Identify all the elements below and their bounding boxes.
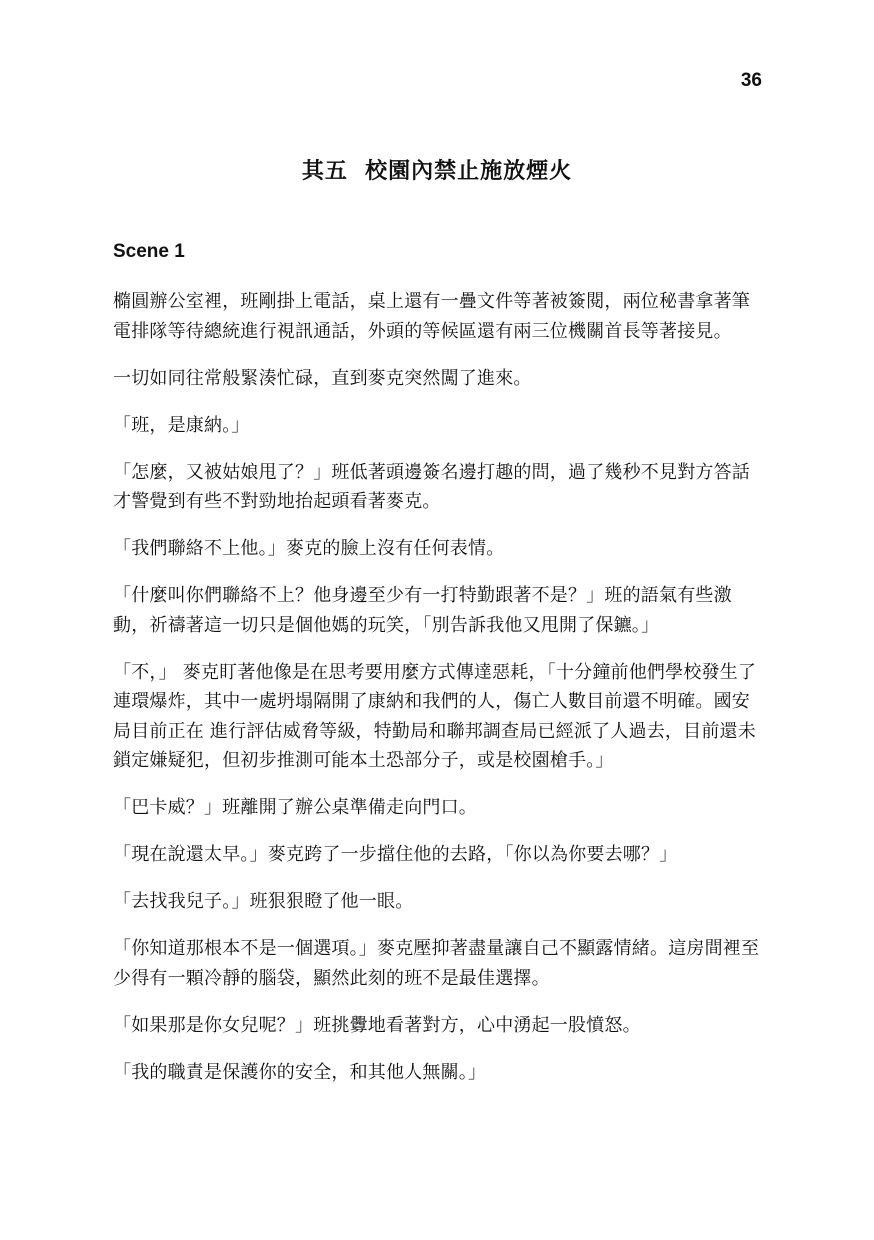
paragraph-dialogue: 「巴卡威？」班離開了辦公桌準備走向門口。 (113, 797, 477, 818)
paragraph-dialogue: 「去找我兒子。」班狠狠瞪了他一眼。 (113, 891, 414, 912)
paragraph-opening: 橢圓辦公室裡，班剛掛上電話，桌上還有一疊文件等著被簽閱，兩位秘書拿著筆電排隊等待總統進行視訊通話，外頭的等候區還有兩三位機關首長等著接見。 (113, 291, 750, 342)
paragraph-dialogue: 「班，是康納。」 (113, 414, 250, 436)
paragraph-dialogue: 「不，」 麥克盯著他像是在思考要用麼方式傳達惡耗，「十分鐘前他們學校發生了連環爆炸，其中一處坍塌隔開了康納和我們的人，傷亡人數目前還不明確。國安局目前正在 進行評估威脅等級，特勤局和聯邦調查局已經派了人過去，目前還未鎖定嫌疑犯，但初步推測可能本土恐部分子，或是校園槍手。」 (113, 661, 757, 771)
chapter-title: 其五 校園內禁止施放煙火 (301, 158, 573, 184)
paragraph-dialogue: 「怎麼，又被姑娘甩了？」班低著頭邊簽名邊打趣的問，過了幾秒不見對方答話才警覺到有些不對勁地抬起頭看著麥克。 (113, 461, 750, 512)
paragraph-dialogue: 「什麼叫你們聯絡不上？他身邊至少有一打特勤跟著不是？」班的語氣有些激動，祈禱著這一切只是個他媽的玩笑，「別告訴我他又甩開了保鑣。」 (113, 585, 732, 636)
scene-heading: Scene 1 (113, 241, 185, 262)
paragraph-dialogue: 「現在說還太早。」麥克跨了一步擋住他的去路，「你以為你要去哪？」 (113, 844, 678, 865)
paragraph-dialogue: 「我們聯絡不上他。」麥克的臉上沒有任何表情。 (113, 538, 505, 559)
page-number: 36 (740, 70, 762, 91)
paragraph-dialogue: 「我的職責是保護你的安全，和其他人無關。」 (113, 1061, 487, 1083)
paragraph-dialogue: 「你知道那根本不是一個選項。」麥克壓抑著盡量讓自己不顯露情緒。這房間裡至少得有一顆冷靜的腦袋，顯然此刻的班不是最佳選擇。 (113, 938, 760, 989)
paragraph-dialogue: 「如果那是你女兒呢？」班挑釁地看著對方，心中湧起一股憤怒。 (113, 1014, 641, 1036)
body-text (113, 287, 761, 1105)
paragraph-narration: 一切如同往常般緊湊忙碌，直到麥克突然闖了進來。 (113, 367, 532, 389)
